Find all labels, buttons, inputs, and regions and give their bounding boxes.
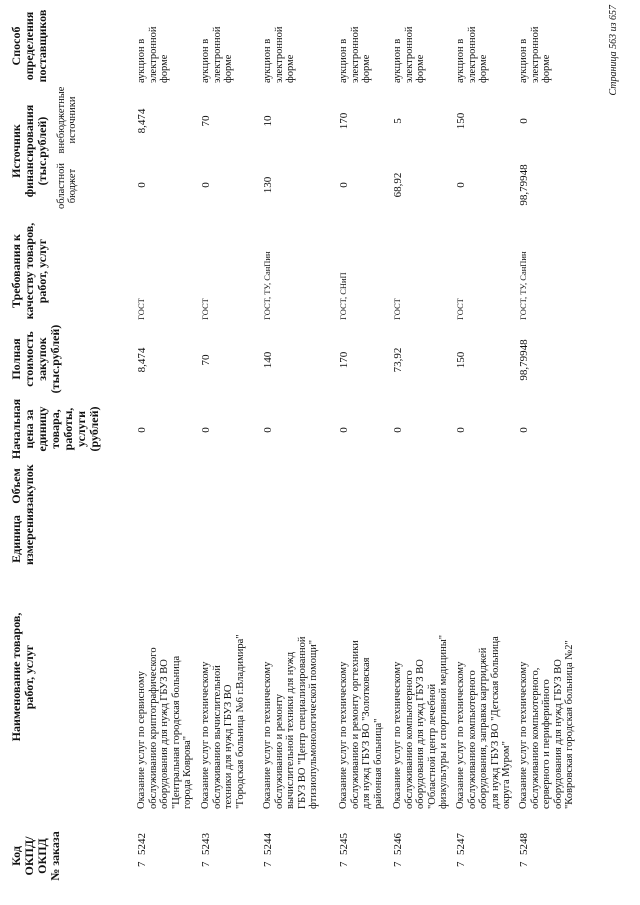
row-name-line: обслуживанию и ремонту [273,693,285,809]
row-price: 0 [338,427,350,433]
row-name-line: серверного и периферийного [541,679,552,809]
row-total: 170 [338,351,350,369]
row-order-number: 5246 [392,833,404,855]
row-name-line: "Городская больница №6 г.Владимира" [234,634,246,809]
header-volume-line: закупок [22,464,36,508]
header-name-line: работ, услуг [22,644,36,710]
header-total [10,323,62,395]
row-name-line: "Центральная городская больница [170,655,182,809]
row-name-line: оборудования для нужд ГБУЗ ВО [415,659,426,809]
row-order-number: 5244 [262,833,274,855]
row-total: 8,474 [136,347,148,373]
row-price: 0 [455,427,467,433]
header-source-regional-line: бюджет [67,168,78,204]
row-requirements: ГОСТ [455,298,465,320]
row-source-regional: 130 [262,176,274,194]
header-unit-line: измерения [22,507,36,565]
row-name-line: обслуживанию криптографического [147,647,159,809]
row-name-line: оборудования, заправка картриджей [478,647,489,809]
header-code-line: Код [9,846,23,866]
row-source-regional: 68,92 [392,172,404,198]
row-source-regional: 0 [136,182,148,188]
row-total: 140 [262,351,274,369]
row-method-line: электронной [349,26,361,83]
row-name-line: Оказание услуг по техническому [262,661,273,809]
row-name [262,569,320,809]
row-name-line: оборудования для нужд ГБУЗ ВО [552,659,564,809]
header-method-line: поставщиков [35,9,49,83]
row-name-line: Оказание услуг по техническому [455,661,466,809]
header-unit-line: Единица [9,515,23,563]
row-method [518,13,553,83]
header-name-line: Наименование товаров, [9,612,23,742]
row-order-number: 5245 [338,833,350,855]
row-name-line: обслуживанию и ремонту оргтехники [349,640,361,809]
page-number: Страница 563 из 657 [608,5,619,96]
row-method [392,13,427,83]
row-code: 7 [338,861,350,867]
row-source-offbudget: 70 [200,115,212,127]
row-name-line: обслуживанию компьютерного, [529,667,541,809]
row-name-line: Оказание услуг по сервисному [136,671,147,809]
row-name-line: Оказание услуг по техническому [200,661,211,809]
row-name-line: для нужд ГБУЗ ВО "Детская больница [489,636,501,809]
row-name-line: оборудования для нужд ГБУЗ ВО [159,659,170,809]
row-code: 7 [136,861,148,867]
header-method-line: определения [22,11,36,81]
row-method-line: электронной [466,26,478,83]
row-name-line: "Областной центр лечебной [426,683,438,809]
row-name-line: Оказание услуг по техническому [392,661,403,809]
header-source-line: финансирования [22,104,36,198]
row-name-line: техники для нужд ГБУЗ ВО [223,684,234,809]
header-name [10,577,36,777]
row-price: 0 [136,427,148,433]
header-price-line: товара, [48,409,62,449]
row-requirements: ГОСТ, ТУ, СанПин [262,251,272,320]
row-name-line: обслуживанию вычислительной [211,665,223,809]
row-code: 7 [455,861,467,867]
row-price: 0 [262,427,274,433]
row-method-line: электронной [147,26,159,83]
row-method-line: форме [478,54,489,83]
row-code: 7 [392,861,404,867]
row-requirements: ГОСТ [392,298,402,320]
row-requirements: ГОСТ [136,298,146,320]
header-price-line: цена за [22,409,36,449]
header-unit [9,507,36,565]
row-name-line: ГБУЗ ВО "Центр специализированной [296,636,308,809]
row-method [200,13,235,83]
row-method [136,13,171,83]
row-name [392,569,450,809]
row-name-line: районная больница" [372,718,384,809]
header-price-line: Начальная [9,398,23,460]
row-name-line: обслуживанию компьютерного [466,670,478,809]
header-method [10,9,49,83]
row-source-regional: 0 [455,182,467,188]
row-name-line: "Ковровская городская больница №2" [564,640,575,809]
row-method [262,13,297,83]
row-method-line: аукцион в [262,38,273,83]
row-name [518,569,576,809]
header-price-line: единицу [35,406,49,452]
row-code: 7 [518,861,530,867]
header-code-line: ОКПД/ [22,836,36,876]
row-total: 73,92 [392,347,404,373]
row-method-line: форме [159,54,170,83]
row-source-offbudget: 170 [338,112,350,130]
row-method-line: электронной [211,26,223,83]
row-total: 70 [200,354,212,366]
header-method-line: Способ [9,26,23,66]
row-name-line: для нужд ГБУЗ ВО "Золотковская [361,657,372,809]
row-requirements: ГОСТ, СНиП [338,272,348,320]
row-total: 98,79948 [518,339,530,381]
row-method-line: аукцион в [338,38,349,83]
row-method-line: аукцион в [392,38,403,83]
row-price: 0 [392,427,404,433]
row-method-line: аукцион в [136,38,147,83]
row-method-line: электронной [273,26,285,83]
row-price: 0 [200,427,212,433]
row-order-number: 5242 [136,833,148,855]
header-source-offbudget [56,85,78,155]
header-code-line: ОКПД [35,838,49,874]
row-source-regional: 0 [338,182,350,188]
row-code: 7 [200,861,212,867]
row-source-offbudget: 5 [392,118,404,124]
header-total-line: стоимость [22,331,36,387]
header-source-offbudget-line: внебюджетные [56,86,67,154]
header-total-line: (тыс.рублей) [48,324,62,394]
row-name [455,569,513,809]
row-total: 150 [455,351,467,369]
header-volume [10,462,36,510]
header-total-line: закупок [35,337,49,381]
row-requirements: ГОСТ [200,298,210,320]
row-name [200,569,246,809]
header-requirements-line: Требования к [9,234,23,308]
row-name-line: города Коврова" [182,735,193,809]
header-price-line: (рублей) [87,406,101,452]
row-method-line: форме [415,54,426,83]
row-name-line: Оказание услуг по техническому [518,661,529,809]
row-method [455,13,490,83]
row-source-offbudget: 10 [262,115,274,127]
row-method-line: форме [223,54,234,83]
row-method-line: электронной [403,26,415,83]
row-code: 7 [262,861,274,867]
header-code [10,825,62,887]
row-source-offbudget: 0 [518,118,530,124]
row-method-line: аукцион в [518,38,529,83]
header-source-regional-line: областной [56,163,67,209]
row-name [136,569,194,809]
row-method-line: аукцион в [200,38,211,83]
row-order-number: 5243 [200,833,212,855]
header-price-line: услуги [74,410,88,448]
row-method-line: аукцион в [455,38,466,83]
row-name-line: физкультуры и спортивной медицины" [438,634,449,809]
row-source-regional: 0 [200,182,212,188]
row-source-offbudget: 8,474 [136,108,148,134]
row-source-offbudget: 150 [455,112,467,130]
row-name-line: фтизиопульмонологической помощи" [308,640,319,809]
header-requirements [10,222,49,320]
row-method-line: электронной [529,26,541,83]
row-order-number: 5248 [518,833,530,855]
header-requirements-line: качеству товаров, [22,222,36,320]
header-code-line: № заказа [48,831,62,881]
header-volume-line: Объем [9,468,23,504]
header-requirements-line: работ, услуг [35,238,49,304]
row-name-line: Оказание услуг по техническому [338,661,349,809]
header-source-line: (тыс.рублей) [35,116,49,186]
header-source-regional [56,157,78,215]
row-method-line: форме [361,54,372,83]
header-price-line: работы, [61,407,75,451]
row-order-number: 5247 [455,833,467,855]
header-source-line: Источник [9,124,23,178]
row-name-line: обслуживанию компьютерного [403,670,415,809]
row-source-regional: 98,79948 [518,164,530,206]
row-method-line: форме [285,54,296,83]
header-source [10,87,49,215]
row-name-line: вычислительной техники для нужд [285,651,296,809]
header-source-offbudget-line: источники [67,96,78,144]
row-requirements: ГОСТ, ТУ, СанПин [518,251,528,320]
row-name [338,569,384,809]
row-name-line: округа Муром" [501,741,512,809]
row-method-line: форме [541,54,552,83]
header-total-line: Полная [9,338,23,380]
row-method [338,13,373,83]
header-price [10,398,101,460]
row-price: 0 [518,427,530,433]
